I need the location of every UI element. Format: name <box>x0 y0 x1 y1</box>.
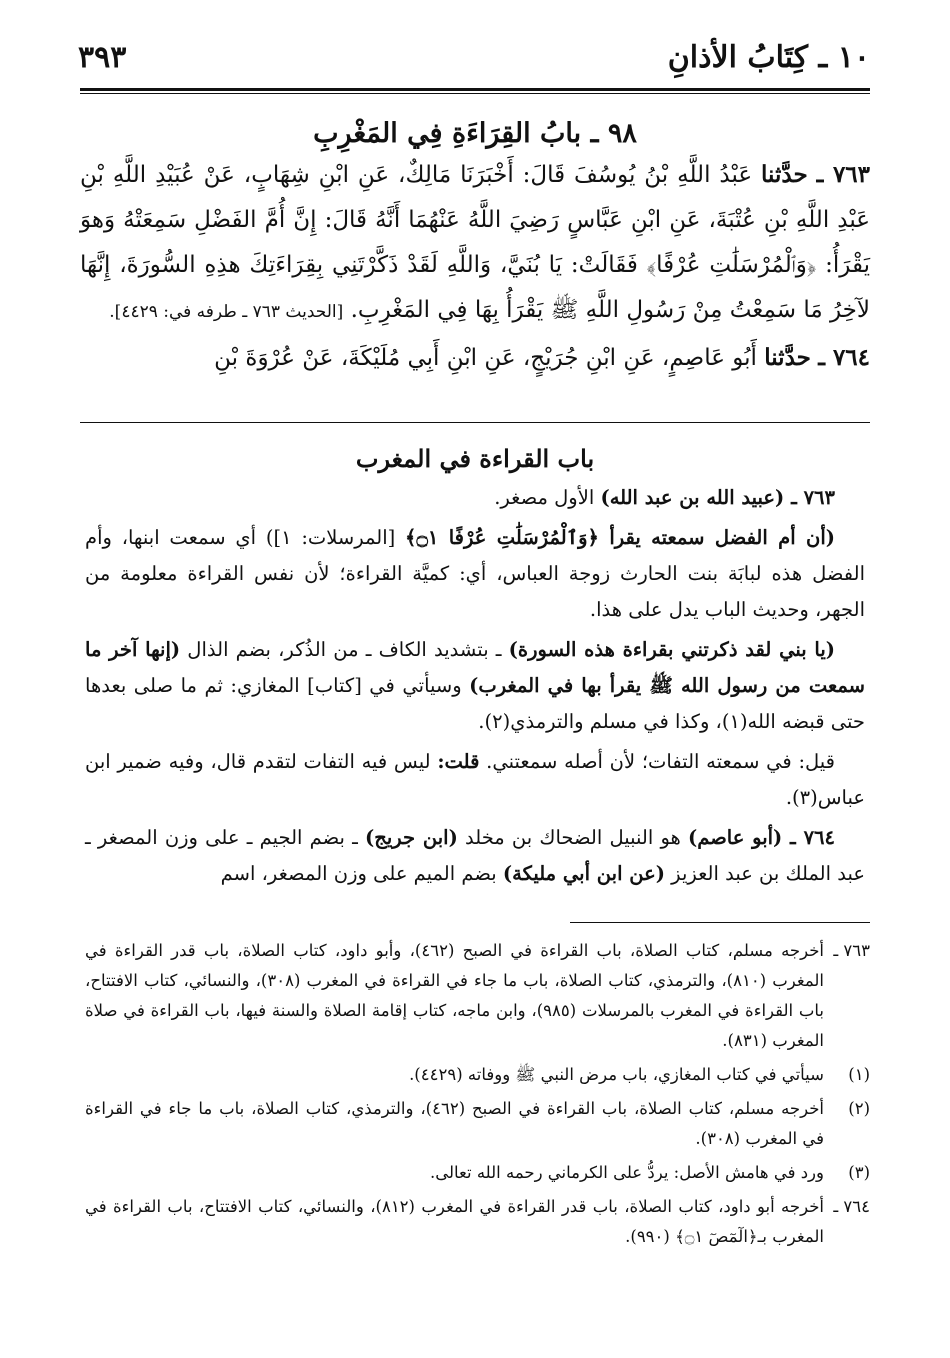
commentary-paragraph <box>85 744 865 816</box>
footnote-text: أخرجه أبو داود، كتاب الصلاة، باب قدر القراءة في المغرب (٨١٢)، والنسائي، كتاب الافتتاح، باب القراءة في المغرب بـ﴿الٓمٓصٓ ۝١﴾ (٩٩٠). <box>85 1197 824 1246</box>
section-divider <box>80 422 870 423</box>
commentary-bold: ٧٦٣ ـ (عبيد الله بن عبد الله) <box>600 486 835 509</box>
footnote-divider <box>570 922 870 923</box>
page-number: ٣٩٣ <box>78 40 127 75</box>
footnote-text: ورد في هامش الأصل: يردُّ على الكرماني رحمه الله تعالى. <box>429 1163 824 1182</box>
hadith-764-opening: حدَّثنا <box>764 344 811 371</box>
footnote-text: سيأتي في كتاب المغازي، باب مرض النبي ﷺ ووفاته (٤٤٢٩). <box>409 1065 824 1084</box>
header-rule <box>80 88 870 91</box>
commentary-title: باب القراءة في المغرب <box>355 444 595 473</box>
commentary-text: وسيأتي في [كتاب] المغازي: ثم ما صلى بعدها حتى قبضه الله(١)، وكذا في مسلم والترمذي(٢). <box>85 674 865 733</box>
hadith-763-text: عَبْدُ اللَّهِ بْنُ يُوسُفَ قَالَ: أَخْبَرَنَا مَالِكٌ، عَنِ ابْنِ شِهَابٍ، عَنْ عُبَيْدِ اللَّهِ بْنِ عَبْدِ اللَّهِ بْنِ عُتْبَةَ، عَنِ ابْنِ عَبَّاسٍ رَضِيَ اللَّهُ عَنْهُمَا أَنَّهُ قَالَ: إِنَّ أُمَّ الفَضْلِ سَمِعَتْهُ وَهوَ يَقْرَأُ: ﴿وَٱلْمُرْسَلَٰتِ عُرْفًا﴾ فَقَالَتْ: يَا بُنَيَّ، وَاللَّهِ لَقَدْ ذَكَّرْتَنِي بِقِرَاءَتِكَ هذِهِ السُّورَةَ، إِنَّهَا لآخِرُ مَا سَمِعْتُ مِنْ رَسُولِ اللَّهِ ﷺ يَقْرَأُ بِهَا فِي المَغْرِبِ. <box>80 162 870 323</box>
footnote-item <box>85 1192 870 1252</box>
commentary-text: ليس فيه التفات لتقدم قال، وفيه ضمير ابن عباس(٣). <box>85 750 865 809</box>
footnote-number: ٧٦٤ ـ <box>833 1197 870 1216</box>
running-header-title: ١٠ ـ كِتَابُ الأذانِ <box>667 40 870 75</box>
commentary-bold: (عن ابن أبي مليكة) <box>502 862 665 885</box>
hadith-763-number: ٧٦٣ ـ <box>816 161 871 188</box>
footnote-number: (١) <box>848 1065 870 1084</box>
commentary-block <box>85 480 865 896</box>
commentary-paragraph <box>85 820 865 892</box>
hadith-763-opening: حدَّثنا <box>761 161 808 188</box>
commentary-paragraph <box>85 480 865 516</box>
footnote-number: ٧٦٣ ـ <box>833 941 870 960</box>
footnote-item <box>85 1060 870 1090</box>
commentary-text: ـ بضم الجيم ـ على وزن المصغر ـ عبد الملك بن عبد العزيز <box>85 826 865 885</box>
footnote-text: أخرجه مسلم، كتاب الصلاة، باب القراءة في الصبح (٤٦٢)، والترمذي، كتاب الصلاة، باب ما جاء في القراءة في المغرب (٣٠٨). <box>85 1099 825 1148</box>
commentary-bold: (أن أم الفضل سمعته يقرأ ﴿وَٱلْمُرْسَلَٰتِ عُرْفًا ۝١﴾ <box>405 526 835 549</box>
hadith-763-reference: [الحديث ٧٦٣ ـ طرفه في: ٤٤٢٩]. <box>109 302 344 322</box>
commentary-text: ـ بتشديد الكاف ـ من الذُكر، بضم الذال <box>180 638 509 661</box>
commentary-bold: قلت: <box>437 750 480 773</box>
commentary-bold: (إنها آخر ما سمعت من رسول الله ﷺ يقرأ بها في المغرب) <box>85 638 865 697</box>
footnotes <box>85 936 870 1256</box>
commentary-bold: (يا بني لقد ذكرتني بقراءة هذه السورة) <box>508 638 835 661</box>
footnote-item <box>85 936 870 1056</box>
commentary-paragraph <box>85 520 865 628</box>
commentary-text: [المرسلات: ١]) أي سمعت ابنها، وأم الفضل هذه لبابَة بنت الحارث زوجة العباس، أي: كميَّة القراءة؛ لأن نفس القراءة معلومة من الجهر، وحديث الباب يدل على هذا. <box>85 526 865 621</box>
commentary-bold: (ابن جريج) <box>365 826 458 849</box>
commentary-text: قيل: في سمعته التفات؛ لأن أصله سمعتني. <box>479 750 835 773</box>
chapter-title: ٩٨ ـ بابُ القِرَاءَةِ فِي المَغْرِبِ <box>313 118 637 149</box>
footnote-item <box>85 1094 870 1154</box>
hadith-764-text: أَبُو عَاصِمٍ، عَنِ ابْنِ جُرَيْجٍ، عَنِ ابْنِ أَبِي مُلَيْكَةَ، عَنْ عُرْوَةَ بْنِ <box>214 345 757 371</box>
commentary-text: هو النبيل الضحاك بن مخلد <box>457 826 688 849</box>
commentary-bold: ٧٦٤ ـ (أبو عاصم) <box>688 826 835 849</box>
commentary-paragraph <box>85 632 865 740</box>
footnote-text: أخرجه مسلم، كتاب الصلاة، باب القراءة في الصبح (٤٦٢)، وأبو داود، كتاب الصلاة، باب قدر القراءة في المغرب (٨١٠)، والترمذي، كتاب الصلاة، باب ما جاء في القراءة في المغرب (٣٠٨)، والنسائي، كتاب الافتتاح، باب القراءة في المغرب بالمرسلات (٩٨٥)، وابن ماجه، كتاب إقامة الصلاة والسنة فيها، باب القراءة في صلاة المغرب (٨٣١). <box>85 941 825 1050</box>
hadith-764-number: ٧٦٤ ـ <box>818 344 870 371</box>
hadith-763 <box>80 152 870 335</box>
header-rule-secondary <box>80 93 870 94</box>
hadith-764 <box>80 335 870 381</box>
footnote-number: (٢) <box>848 1099 870 1118</box>
footnote-number: (٣) <box>848 1163 870 1182</box>
footnote-item <box>85 1158 870 1188</box>
hadith-text-block <box>80 152 870 381</box>
commentary-text: الأول مصغر. <box>494 486 601 509</box>
commentary-text: بضم الميم على وزن المصغر، اسم <box>220 862 503 885</box>
